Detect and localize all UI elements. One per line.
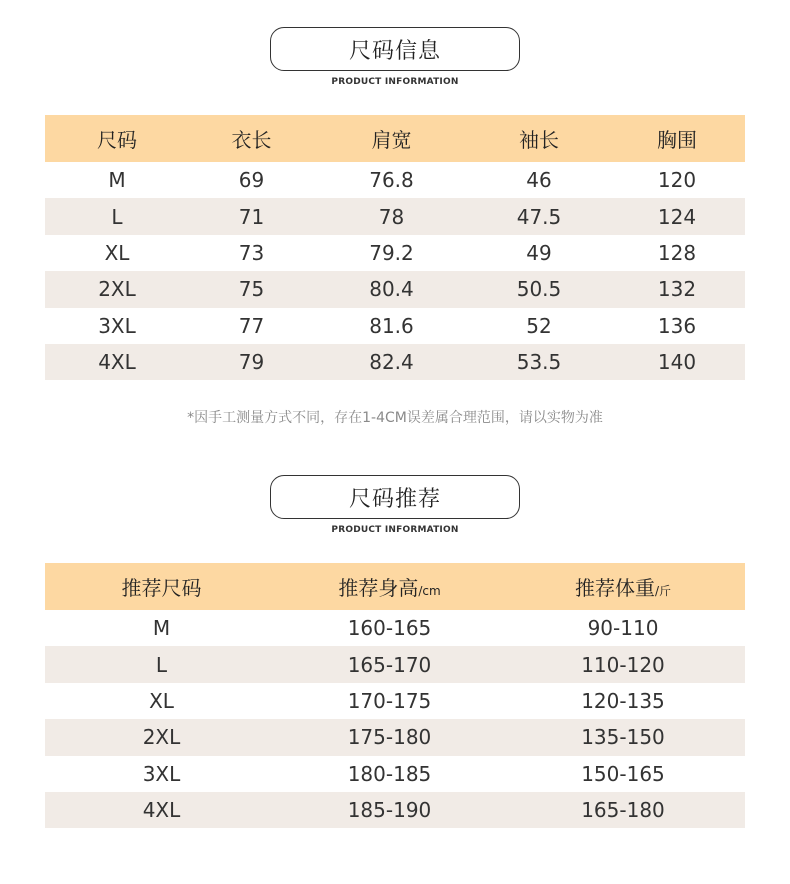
- table-cell: 50.5: [469, 271, 609, 307]
- table-cell: 170-175: [347, 688, 432, 713]
- size-recommend-table: [45, 563, 745, 828]
- table-cell: 140: [609, 344, 745, 380]
- table-cell: 76.8: [369, 168, 414, 193]
- column-header: [501, 563, 745, 610]
- table-header-row: [45, 563, 745, 610]
- table-cell: 53.5: [469, 344, 609, 380]
- table-cell: 132: [609, 271, 745, 307]
- table-cell: XL: [104, 240, 130, 265]
- table-cell: 82.4: [314, 344, 469, 380]
- table-cell: 120: [657, 168, 697, 193]
- table-cell: 175-180: [278, 719, 501, 755]
- column-header-label: 推荐尺码: [121, 576, 202, 600]
- table-row: [45, 719, 745, 755]
- table-cell: 81.6: [369, 313, 414, 338]
- table-cell: 71: [189, 198, 314, 234]
- table-row: [45, 756, 745, 792]
- table-cell: 4XL: [45, 792, 278, 828]
- table-cell: 49: [526, 240, 552, 265]
- table-cell: 69: [238, 168, 265, 193]
- table-cell: 160-165: [347, 616, 432, 641]
- table-cell: 185-190: [278, 792, 501, 828]
- table-row: [45, 792, 745, 828]
- table-cell: 124: [609, 198, 745, 234]
- table-cell: 120-135: [581, 688, 665, 713]
- column-header: 肩宽: [314, 115, 469, 162]
- table-cell: 79.2: [369, 240, 414, 265]
- table-cell: 73: [238, 240, 265, 265]
- size-recommend-title: 尺码推荐: [270, 475, 520, 519]
- table-row: [45, 344, 745, 380]
- size-info-subtitle: PRODUCT INFORMATION: [331, 77, 459, 87]
- column-header: [45, 563, 278, 610]
- table-row: [45, 646, 745, 682]
- table-cell: 150-165: [581, 761, 665, 786]
- table-cell: M: [152, 616, 171, 641]
- table-cell: 79: [189, 344, 314, 380]
- table-row: [45, 198, 745, 234]
- size-info-table: [45, 115, 745, 380]
- table-cell: XL: [149, 688, 174, 713]
- table-cell: 46: [526, 168, 552, 193]
- table-cell: L: [45, 646, 278, 682]
- table-cell: 52: [526, 313, 552, 338]
- table-row: [45, 235, 745, 271]
- size-info-title: 尺码信息: [270, 27, 520, 71]
- table-cell: 78: [314, 198, 469, 234]
- table-row: [45, 683, 745, 719]
- table-cell: 80.4: [314, 271, 469, 307]
- table-cell: 3XL: [142, 761, 181, 786]
- table-cell: 2XL: [45, 271, 189, 307]
- measurement-note: *因手工测量方式不同，存在1-4CM误差属合理范围，请以实物为准: [187, 410, 603, 426]
- column-header: 胸围: [609, 115, 745, 162]
- table-cell: 165-180: [501, 792, 745, 828]
- column-header-unit: /cm: [418, 584, 441, 598]
- table-cell: 110-120: [501, 646, 745, 682]
- table-cell: 136: [657, 313, 697, 338]
- column-header: [278, 563, 501, 610]
- column-header: 尺码: [45, 115, 189, 162]
- table-cell: 180-185: [347, 761, 432, 786]
- table-cell: 165-170: [278, 646, 501, 682]
- column-header: 袖长: [469, 115, 609, 162]
- table-cell: 4XL: [45, 344, 189, 380]
- table-cell: L: [45, 198, 189, 234]
- column-header-label: 推荐体重: [574, 576, 655, 600]
- table-row: [45, 271, 745, 307]
- table-header-row: [45, 115, 745, 162]
- column-header: 衣长: [189, 115, 314, 162]
- table-cell: 75: [189, 271, 314, 307]
- table-row: [45, 308, 745, 344]
- table-row: [45, 162, 745, 198]
- table-cell: 90-110: [587, 616, 659, 641]
- table-cell: M: [108, 168, 126, 193]
- table-cell: 135-150: [501, 719, 745, 755]
- table-cell: 3XL: [98, 313, 136, 338]
- column-header-label: 推荐身高: [338, 576, 419, 600]
- table-row: [45, 610, 745, 646]
- table-cell: 2XL: [45, 719, 278, 755]
- column-header-unit: /斤: [654, 584, 672, 598]
- table-cell: 47.5: [469, 198, 609, 234]
- table-cell: 128: [657, 240, 697, 265]
- size-recommend-subtitle: PRODUCT INFORMATION: [331, 525, 459, 535]
- table-cell: 77: [238, 313, 265, 338]
